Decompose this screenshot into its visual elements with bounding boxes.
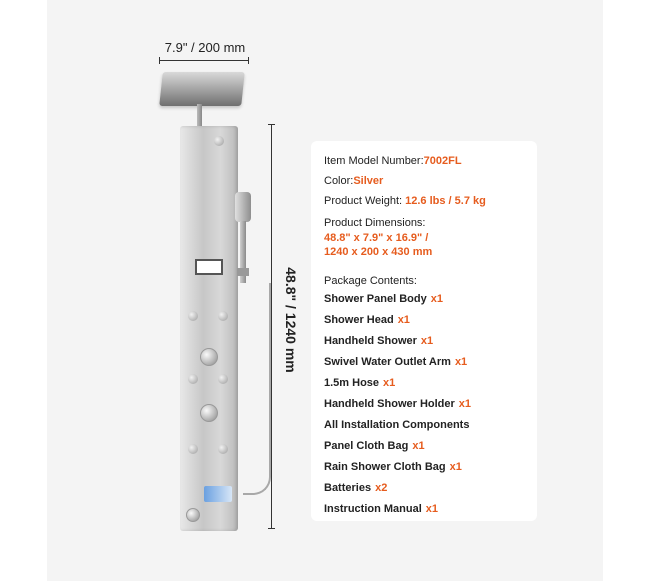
list-item — [324, 436, 534, 457]
control-knob-icon — [200, 404, 218, 422]
body-jet-icon — [218, 311, 228, 321]
item-name: Batteries — [324, 482, 372, 494]
list-item — [324, 457, 534, 478]
color-row — [324, 171, 534, 191]
shower-holder-image — [237, 268, 249, 276]
item-name: Rain Shower Cloth Bag — [324, 461, 446, 473]
package-list — [324, 289, 534, 520]
list-item — [324, 478, 534, 499]
item-qty: x1 — [454, 356, 468, 368]
item-qty: x2 — [375, 482, 388, 494]
item-qty: x1 — [420, 335, 434, 347]
spout-label — [204, 486, 232, 502]
item-name: All Installation Components — [324, 419, 470, 431]
list-item — [324, 289, 534, 310]
body-jet-icon — [218, 374, 228, 384]
product-infographic — [47, 0, 603, 581]
item-qty: x1 — [412, 440, 425, 452]
item-qty: x1 — [458, 398, 472, 410]
rain-shower-head-image — [159, 72, 245, 106]
dimensions-value-metric: 1240 x 200 x 430 mm — [324, 246, 433, 258]
item-qty: x1 — [449, 461, 462, 473]
control-knob-icon — [200, 348, 218, 366]
item-name: 1.5m Hose — [324, 377, 380, 389]
list-item — [324, 331, 534, 352]
body-jet-icon — [218, 444, 228, 454]
spec-card — [311, 141, 537, 521]
item-name: Shower Panel Body — [324, 293, 427, 305]
package-contents-title: Package Contents: — [324, 275, 417, 287]
color-label: Color: — [324, 175, 354, 187]
list-item — [324, 394, 534, 415]
hose-image — [243, 283, 271, 495]
item-name: Handheld Shower Holder — [324, 398, 455, 410]
body-jet-icon — [188, 444, 198, 454]
width-dimension-line — [159, 60, 249, 61]
weight-label: Product Weight: — [324, 195, 406, 207]
diverter-knob-icon — [186, 508, 200, 522]
outlet-icon — [214, 136, 224, 146]
width-dimension-label: 7.9" / 200 mm — [164, 40, 246, 55]
item-name: Instruction Manual — [324, 503, 422, 515]
item-name: Handheld Shower — [324, 335, 417, 347]
list-item — [324, 499, 534, 520]
item-qty: x1 — [430, 293, 443, 305]
height-dimension-label: 48.8" / 1240 mm — [283, 267, 299, 373]
item-qty: x1 — [397, 314, 410, 326]
list-item — [324, 352, 534, 373]
body-jet-icon — [188, 374, 198, 384]
dimensions-label: Product Dimensions: — [324, 217, 426, 229]
list-item — [324, 373, 534, 394]
item-name: Swivel Water Outlet Arm — [324, 356, 451, 368]
handheld-shower-image — [235, 192, 251, 222]
weight-row — [324, 191, 534, 211]
spec-list — [324, 151, 534, 520]
item-name: Panel Cloth Bag — [324, 440, 409, 452]
body-jet-icon — [188, 311, 198, 321]
color-value: Silver — [353, 175, 384, 187]
dimensions-value-imperial: 48.8" x 7.9" x 16.9" / — [324, 232, 429, 244]
item-name: Shower Head — [324, 314, 394, 326]
list-item — [324, 415, 534, 436]
height-dimension-line — [271, 124, 272, 529]
item-qty: x1 — [383, 377, 396, 389]
shower-panel-image — [180, 126, 238, 531]
list-item — [324, 310, 534, 331]
item-qty: x1 — [425, 503, 439, 515]
model-value: 7002FL — [423, 155, 462, 167]
temperature-display — [195, 259, 223, 275]
model-row — [324, 151, 534, 171]
weight-value: 12.6 lbs / 5.7 kg — [405, 195, 486, 207]
model-label: Item Model Number: — [324, 155, 424, 167]
